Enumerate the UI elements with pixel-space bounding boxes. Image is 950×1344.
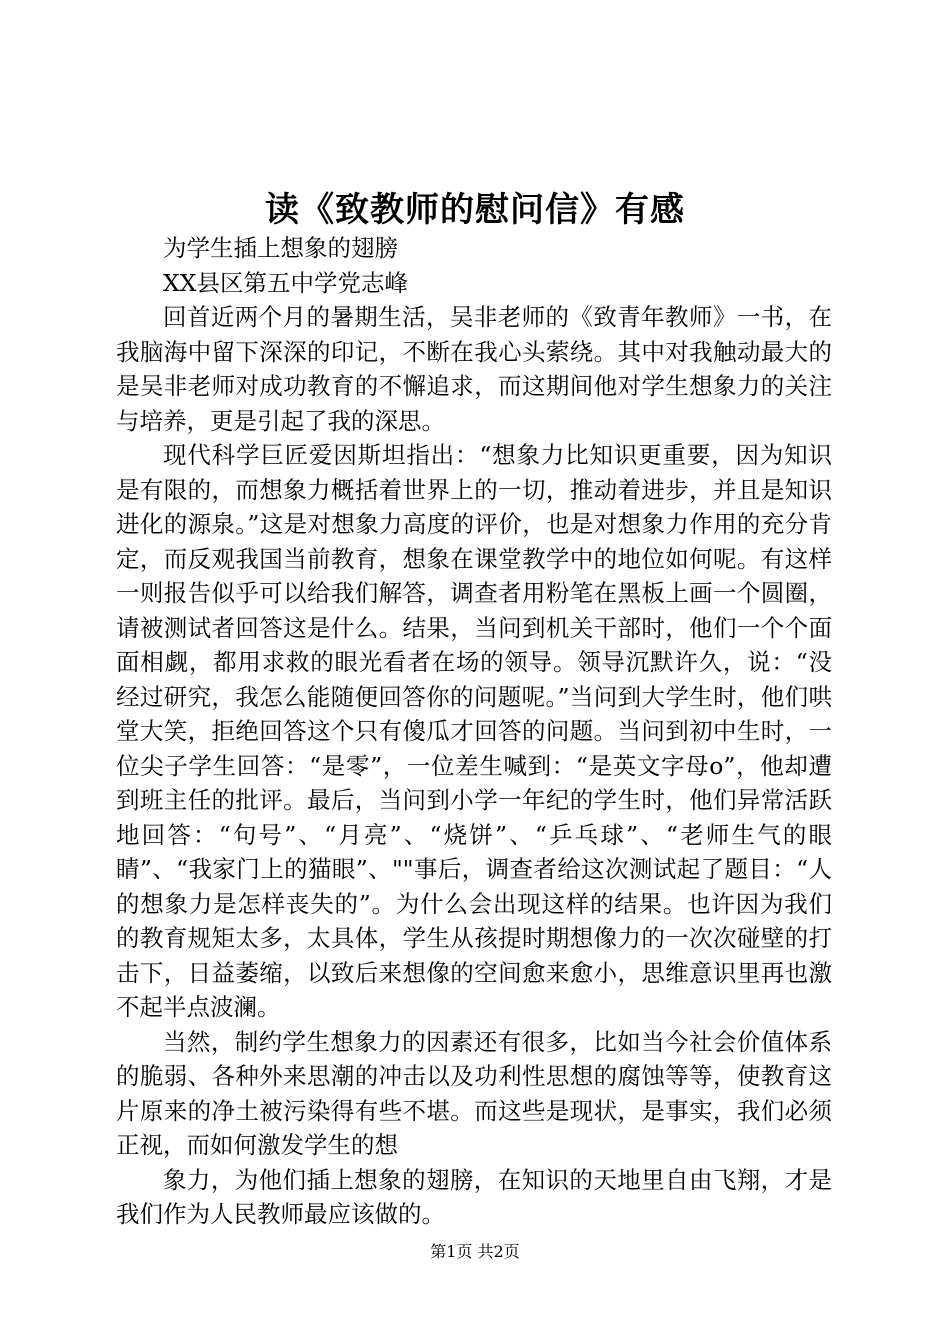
body-paragraph: 象力，为他们插上想象的翅膀，在知识的天地里自由飞翔，才是我们作为人民教师最应该做的。 <box>116 1165 832 1228</box>
body-paragraph: 当然，制约学生想象力的因素还有很多，比如当今社会价值体系的脆弱、各种外来思潮的冲击以及功利性思想的腐蚀等等，使教育这片原来的净土被污染得有些不堪。而这些是现状，是事实，我们必须正视，而如何激发学生的想 <box>116 1027 832 1159</box>
document-title: 读《致教师的慰问信》有感 <box>265 190 685 230</box>
document-body <box>116 231 832 1232</box>
body-paragraph: 回首近两个月的暑期生活，吴非老师的《致青年教师》一书，在我脑海中留下深深的印记，不断在我心头萦绕。其中对我触动最大的是吴非老师对成功教育的不懈追求，而这期间他对学生想象力的关注与培养，更是引起了我的深思。 <box>116 303 832 435</box>
subtitle-paragraph: 为学生插上想象的翅膀 <box>163 234 398 262</box>
page-number-footer: 第1页 共2页 <box>430 1242 520 1261</box>
author-paragraph: XX县区第五中学党志峰 <box>163 268 408 297</box>
body-paragraph: 现代科学巨匠爱因斯坦指出：“想象力比知识更重要，因为知识是有限的，而想象力概括着世界上的一切，推动着进步，并且是知识进化的源泉。”这是对想象力高度的评价，也是对想象力作用的充分肯定，而反观我国当前教育，想象在课堂教学中的地位如何呢。有这样一则报告似乎可以给我们解答，调查者用粉笔在黑板上画一个圆圈，请被测试者回答这是什么。结果，当问到机关干部时，他们一个个面面相觑，都用求救的眼光看者在场的领导。领导沉默许久，说：“没经过研究，我怎么能随便回答你的问题呢。”当问到大学生时，他们哄堂大笑，拒绝回答这个只有傻瓜才回答的问题。当问到初中生时，一位尖子学生回答：“是零”，一位差生喊到：“是英文字母o”，他却遭到班主任的批评。最后，当问到小学一年纪的学生时，他们异常活跃地回答：“句号”、“月亮”、“烧饼”、“乒乓球”、“老师生气的眼睛”、“我家门上的猫眼”、""事后，调查者给这次测试起了题目：“人的想象力是怎样丧失的”。为什么会出现这样的结果。也许因为我们的教育规矩太多，太具体，学生从孩提时期想像力的一次次碰壁的打击下，日益萎缩，以致后来想像的空间愈来愈小，思维意识里再也激不起半点波澜。 <box>116 441 832 1021</box>
